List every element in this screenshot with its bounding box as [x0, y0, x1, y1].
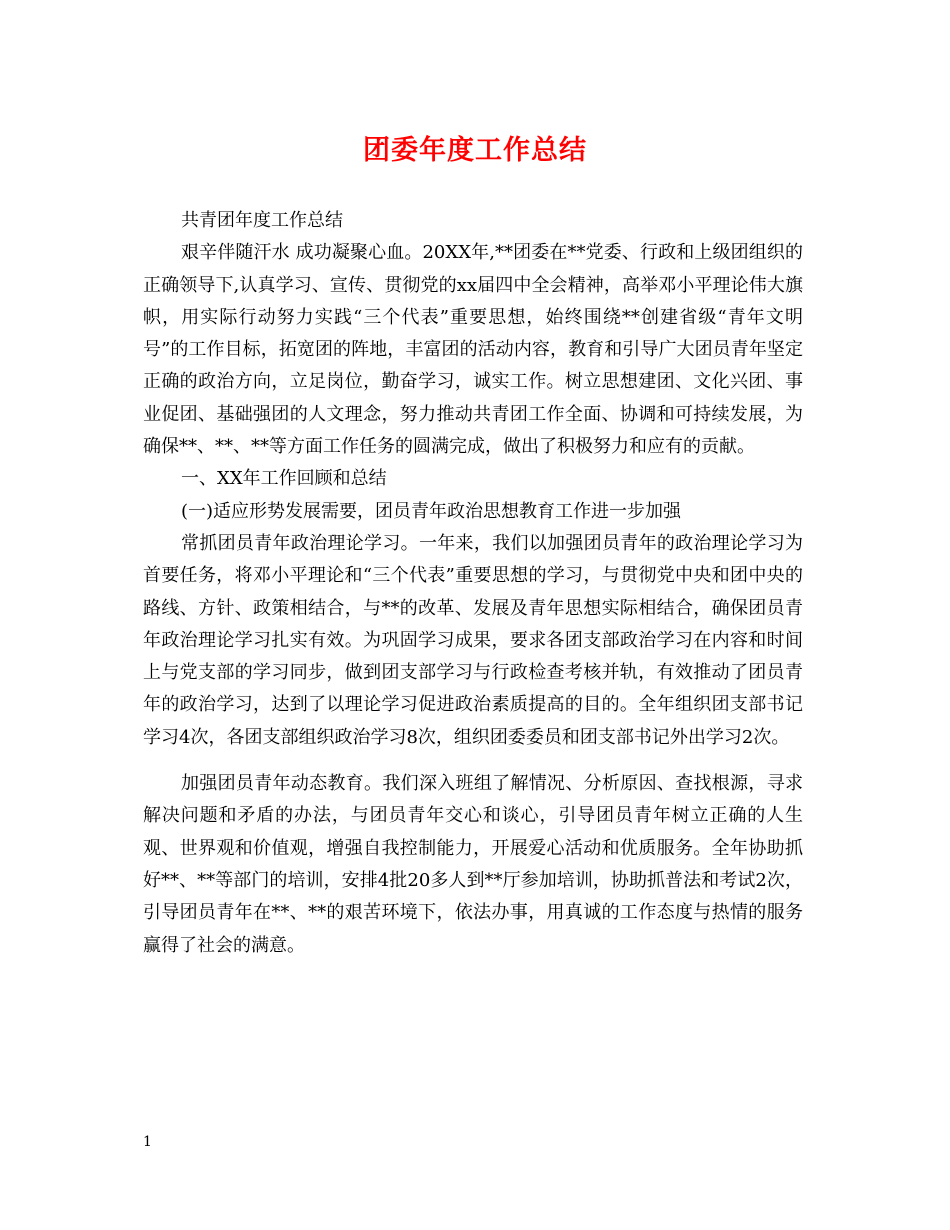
paragraph-dynamic-education: 加强团员青年动态教育。我们深入班组了解情况、分析原因、查找根源，寻求解决问题和矛盾的办法，与团员青年交心和谈心，引导团员青年树立正确的人生观、世界观和价值观，增强自我控制能力，开展爱心活动和优质服务。全年协助抓好**、**等部门的培训，安排4批20多人到**厅参加培训，协助抓普法和考试2次，引导团员青年在**、**的艰苦环境下，依法办事，用真诚的工作态度与热情的服务赢得了社会的满意。	[143, 773, 803, 956]
paragraph-political-study: 常抓团员青年政治理论学习。一年来，我们以加强团员青年的政治理论学习为首要任务，将邓小平理论和“三个代表”重要思想的学习，与贯彻党中央和团中央的路线、方针、政策相结合，与**的改革、发展及青年思想实际相结合，确保团员青年政治理论学习扎实有效。为巩固学习成果，要求各团支部政治学习在内容和时间上与党支部的学习同步，做到团支部学习与行政检查考核并轨，有效推动了团员青年的政治学习，达到了以理论学习促进政治素质提高的目的。全年组织团支部书记学习4次，各团支部组织政治学习8次，组织团委委员和团支部书记外出学习2次。	[143, 532, 803, 748]
section-heading: 一、XX年工作回顾和总结	[181, 468, 387, 490]
subsection-heading: (一)适应形势发展需要，团员青年政治思想教育工作进一步加强	[181, 500, 682, 522]
paragraph-intro: 艰辛伴随汗水 成功凝聚心血。20XX年,**团委在**党委、行政和上级团组织的正确领导下,认真学习、宣传、贯彻党的xx届四中全会精神，高举邓小平理论伟大旗帜，用实际行动努力实践“三个代表”重要思想，始终围绕**创建省级“青年文明号”的工作目标，拓宽团的阵地，丰富团的活动内容，教育和引导广大团员青年坚定正确的政治方向，立足岗位，勤奋学习，诚实工作。树立思想建团、文化兴团、事业促团、基础强团的人文理念，努力推动共青团工作全面、协调和可持续发展，为确保**、**、**等方面工作任务的圆满完成，做出了积极努力和应有的贡献。	[143, 242, 803, 458]
page-number: 1	[143, 1134, 152, 1150]
document-body	[143, 205, 803, 962]
document-title: 团委年度工作总结	[363, 135, 587, 166]
paragraph-subtitle: 共青团年度工作总结	[181, 210, 343, 231]
